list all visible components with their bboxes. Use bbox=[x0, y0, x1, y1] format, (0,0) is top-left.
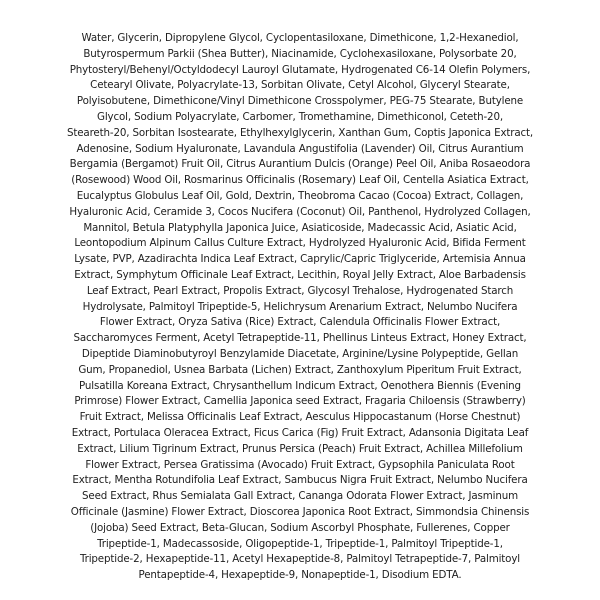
ingredient-line: Glycol, Sodium Polyacrylate, Carbomer, Tromethamine, Dimethiconol, Ceteth-20, bbox=[97, 110, 503, 123]
ingredient-line: Eucalyptus Globulus Leaf Oil, Gold, Dextrin, Theobroma Cacao (Cocoa) Extract, Collagen, bbox=[76, 189, 524, 202]
ingredient-line: Butyrospermum Parkii (Shea Butter), Niacinamide, Cyclohexasiloxane, Polysorbate 20, bbox=[83, 47, 517, 60]
ingredient-line: (Rosewood) Wood Oil, Rosmarinus Officinalis (Rosemary) Leaf Oil, Centella Asiatica Extract, bbox=[71, 174, 529, 187]
ingredient-line: (Jojoba) Seed Extract, Beta-Glucan, Sodium Ascorbyl Phosphate, Fullerenes, Copper bbox=[90, 521, 510, 534]
ingredient-line: Saccharomyces Ferment, Acetyl Tetrapeptide-11, Phellinus Linteus Extract, Honey Extract, bbox=[73, 332, 527, 345]
ingredient-line: Mannitol, Betula Platyphylla Japonica Juice, Asiaticoside, Madecassic Acid, Asiatic Acid, bbox=[83, 221, 517, 234]
ingredient-line: Steareth-20, Sorbitan Isostearate, Ethylhexylglycerin, Xanthan Gum, Coptis Japonica Extract, bbox=[66, 126, 534, 139]
ingredient-line: Cetearyl Olivate, Polyacrylate-13, Sorbitan Olivate, Cetyl Alcohol, Glyceryl Stearate, bbox=[90, 79, 510, 92]
ingredient-line: Water, Glycerin, Dipropylene Glycol, Cyclopentasiloxane, Dimethicone, 1,2-Hexanediol, bbox=[81, 32, 519, 44]
ingredient-list bbox=[40, 31, 560, 584]
ingredient-line: Primrose) Flower Extract, Camellia Japonica seed Extract, Fragaria Chiloensis (Strawberry) bbox=[74, 395, 526, 408]
ingredient-line: Bergamia (Bergamot) Fruit Oil, Citrus Aurantium Dulcis (Orange) Peel Oil, Aniba Rosaeodora bbox=[69, 158, 531, 171]
ingredient-line: Tripeptide-1, Madecassoside, Oligopeptide-1, Tripeptide-1, Palmitoyl Tripeptide-1, bbox=[97, 537, 503, 550]
ingredient-line: Gum, Propanediol, Usnea Barbata (Lichen) Extract, Zanthoxylum Piperitum Fruit Extract, bbox=[78, 363, 522, 376]
ingredient-line: Extract, Portulaca Oleracea Extract, Ficus Carica (Fig) Fruit Extract, Adansonia Digitata Leaf bbox=[71, 426, 529, 439]
ingredient-line: Leontopodium Alpinum Callus Culture Extract, Hydrolyzed Hyaluronic Acid, Bifida Ferment bbox=[74, 237, 526, 250]
ingredient-line: Extract, Mentha Rotundifolia Leaf Extract, Sambucus Nigra Fruit Extract, Nelumbo Nucifera bbox=[72, 474, 528, 487]
ingredient-line: Polyisobutene, Dimethicone/Vinyl Dimethicone Crosspolymer, PEG-75 Stearate, Butylene bbox=[76, 95, 524, 108]
ingredient-line: Flower Extract, Persea Gratissima (Avocado) Fruit Extract, Gypsophila Paniculata Root bbox=[85, 458, 515, 471]
ingredient-line: Pulsatilla Koreana Extract, Chrysanthellum Indicum Extract, Oenothera Biennis (Evening bbox=[79, 379, 521, 392]
ingredient-line: Lysate, PVP, Azadirachta Indica Leaf Extract, Caprylic/Capric Triglyceride, Artemisia Annua bbox=[74, 253, 526, 266]
ingredient-line: Tripeptide-2, Hexapeptide-11, Acetyl Hexapeptide-8, Palmitoyl Tetrapeptide-7, Palmitoyl bbox=[80, 553, 520, 566]
ingredient-line: Phytosteryl/Behenyl/Octyldodecyl Lauroyl Glutamate, Hydrogenated C6-14 Olefin Polymers, bbox=[69, 63, 531, 76]
ingredient-line: Officinale (Jasmine) Flower Extract, Dioscorea Japonica Root Extract, Simmondsia Chinensis bbox=[70, 505, 530, 518]
ingredient-line: Hyaluronic Acid, Ceramide 3, Cocos Nucifera (Coconut) Oil, Panthenol, Hydrolyzed Collagen, bbox=[69, 205, 531, 218]
ingredient-line: Leaf Extract, Pearl Extract, Propolis Extract, Glycosyl Trehalose, Hydrogenated Starch bbox=[86, 284, 514, 297]
ingredient-line: Flower Extract, Oryza Sativa (Rice) Extract, Calendula Officinalis Flower Extract, bbox=[99, 316, 501, 329]
ingredient-line: Pentapeptide-4, Hexapeptide-9, Nonapeptide-1, Disodium EDTA. bbox=[138, 569, 462, 582]
ingredient-line: Extract, Symphytum Officinale Leaf Extract, Lecithin, Royal Jelly Extract, Aloe Barbadensis bbox=[74, 268, 526, 281]
ingredient-line: Adenosine, Sodium Hyaluronate, Lavandula Angustifolia (Lavender) Oil, Citrus Aurantium bbox=[76, 142, 524, 155]
ingredient-line: Fruit Extract, Melissa Officinalis Leaf Extract, Aesculus Hippocastanum (Horse Chestnut) bbox=[79, 411, 521, 424]
ingredient-line: Extract, Lilium Tigrinum Extract, Prunus Persica (Peach) Fruit Extract, Achillea Millefolium bbox=[77, 442, 523, 455]
ingredient-line: Seed Extract, Rhus Semialata Gall Extract, Cananga Odorata Flower Extract, Jasminum bbox=[82, 490, 518, 503]
ingredient-line: Hydrolysate, Palmitoyl Tripeptide-5, Helichrysum Arenarium Extract, Nelumbo Nucifera bbox=[82, 300, 518, 313]
ingredient-line: Dipeptide Diaminobutyroyl Benzylamide Diacetate, Arginine/Lysine Polypeptide, Gellan bbox=[81, 347, 519, 360]
